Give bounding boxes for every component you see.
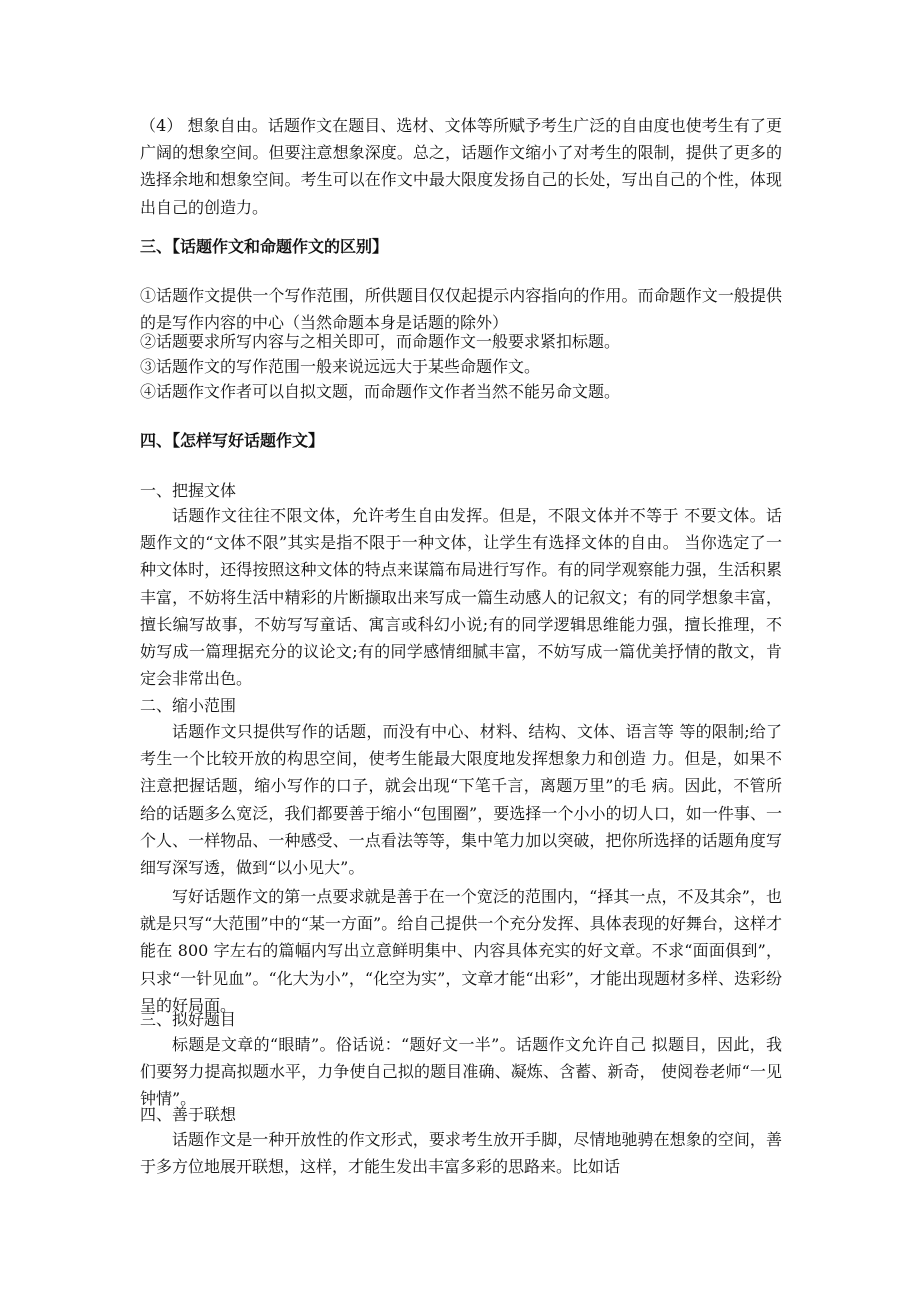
difference-item-2: ②话题要求所写内容与之相关即可，而命题作文一般要求紧扣标题。 (140, 332, 621, 351)
tip-body-association: 话题作文是一种开放性的作文形式，要求考生放开手脚，尽情地驰骋在想象的空间，善于多方位地展开联想，这样，才能生发出丰富多彩的思路来。比如话 (140, 1130, 782, 1177)
tip-title-association: 四、善于联想 (140, 1105, 237, 1124)
section-heading-difference: 三、【话题作文和命题作文的区别】 (140, 237, 389, 256)
section-heading-how-to-write: 四、【怎样写好话题作文】 (140, 431, 325, 450)
tip-body-genre: 话题作文往往不限文体，允许考生自由发挥。但是，不限文体并不等于 不要文体。话题作文的“文体不限”其实是指不限于一种文体，让学生有选择文体的自由。 当你选定了一种文体时，还得按照这种文体的特点来谋篇布局进行写作。有的同学观察能力强，生活积累丰富，不妨将生活中精彩的片断撷取出来写成一篇生动感人的记叙文；有的同学想象丰富，擅长编写故事，不妨写写童话、寓言或科幻小说;有的同学逻辑思维能力强，擅长推理，不妨写成一篇理据充分的议论文;有的同学感情细腻丰富，不妨写成一篇优美抒情的散文，肯定会非常出色。 (140, 506, 782, 689)
imagination-freedom-paragraph: （4） 想象自由。话题作文在题目、选材、文体等所赋予考生广泛的自由度也使考生有了更广阔的想象空间。但要注意想象深度。总之，话题作文缩小了对考生的限制，提供了更多的选择余地和想象空间。考生可以在作文中最大限度发扬自己的长处，写出自己的个性，体现出自己的创造力。 (140, 116, 782, 217)
tip-body-narrow-scope-b: 写好话题作文的第一点要求就是善于在一个宽泛的范围内，“择其一点，不及其余”，也就是只写“大范围”中的“某一方面”。给自己提供一个充分发挥、具体表现的好舞台，这样才能在 800 字左右的篇幅内写出立意鲜明集中、内容具体充实的好文章。不求“面面俱到”，只求“一针见血”。“化大为小”，“化空为实”，文章才能“出彩”，才能出现题材多样、迭彩纷呈的好局面。 (140, 887, 782, 1015)
tip-title-title-writing: 三、拟好题目 (140, 1010, 237, 1029)
difference-item-3: ③话题作文的写作范围一般来说远远大于某些命题作文。 (140, 357, 541, 376)
tip-title-genre: 一、把握文体 (140, 481, 237, 500)
tip-body-title-writing: 标题是文章的“眼睛”。俗话说：“题好文一半”。话题作文允许自己 拟题目，因此，我们要努力提高拟题水平，力争使自己拟的题目准确、凝炼、含蓄、新奇， 使阅卷老师“一见钟情”。 (140, 1035, 782, 1109)
tip-body-narrow-scope-a: 话题作文只提供写作的话题，而没有中心、材料、结构、文体、语言等 等的限制;给了考生一个比较开放的构思空间，使考生能最大限度地发挥想象力和创造 力。但是，如果不注意把握话题，缩小写作的口子，就会出现“下笔千言，离题万里”的毛 病。因此，不管所给的话题多么宽泛，我们都要善于缩小“包围圈”，要选择一个小小的切人口，如一件事、一个人、一样物品、一种感受、一点看法等等，集中笔力加以突破，把你所选择的话题角度写细写深写透，做到“以小见大”。 (140, 722, 782, 878)
difference-item-1: ①话题作文提供一个写作范围，所供题目仅仅起提示内容指向的作用。而命题作文一般提供的是写作内容的中心（当然命题本身是话题的除外） (140, 286, 782, 333)
tip-title-narrow-scope: 二、缩小范围 (140, 696, 237, 715)
difference-item-4: ④话题作文作者可以自拟文题，而命题作文作者当然不能另命文题。 (140, 382, 621, 401)
